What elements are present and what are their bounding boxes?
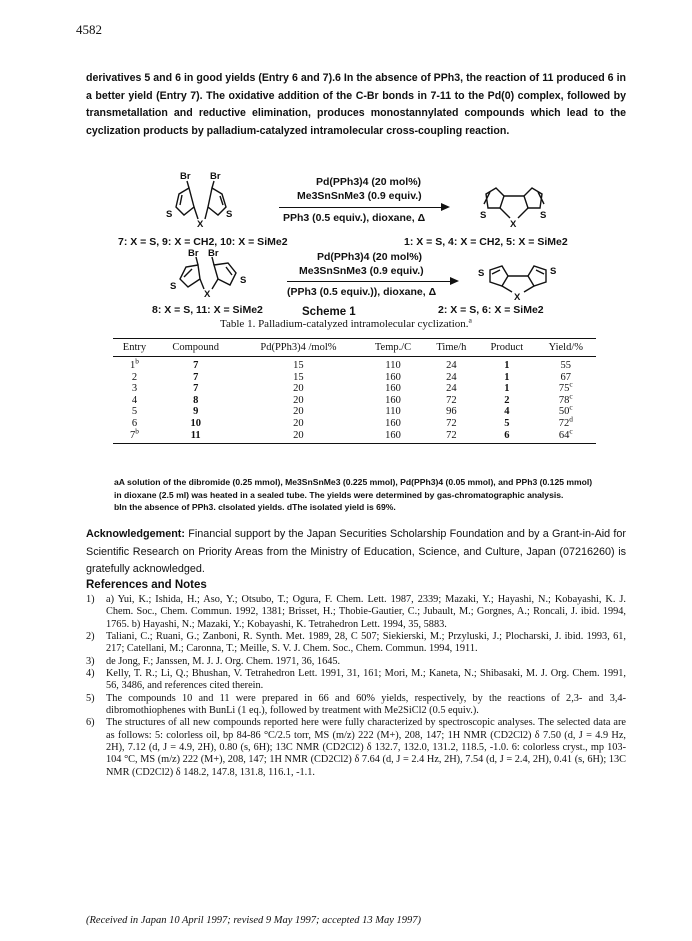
product-1-structure (472, 178, 558, 232)
col-temp: Temp./C (361, 339, 424, 357)
acknowledgement-text: Financial support by the Japan Securities Scholarship Foundation and by a Grant-in-Aid for Scientific Research on Priority Areas from the Ministry of Education, Science, and Culture, Japan (07216260) is gratefully acknowledged. (86, 528, 627, 575)
cell-yield: 72$^d$ (558, 414, 573, 429)
references-heading: References and Notes (86, 579, 207, 591)
cell-time: 72 (425, 430, 478, 444)
table-row (113, 357, 596, 372)
cell-yield: 50$^c$ (558, 402, 573, 418)
cell-time: 24 (446, 383, 457, 395)
s-atom-right: S (240, 275, 247, 286)
cell-compound: 11 (156, 430, 236, 444)
cell-product: 1 (504, 360, 510, 371)
table-caption: Table 1. Palladium-catalyzed intramolecular cyclization.$^a$ (220, 315, 472, 330)
br-atom-left: Br (180, 171, 191, 182)
product-2-structure (472, 252, 564, 302)
received-dates: (Received in Japan 10 April 1997; revised 9 May 1997; accepted 13 May 1997) (86, 915, 422, 926)
s-atom-right: S (540, 210, 547, 221)
cell-temp: 160 (361, 430, 424, 444)
reaction-arrow-2 (287, 281, 452, 282)
reference-item: 3) de Jong, F.; Janssen, M. J. J. Org. Chem. 1971, 36, 1645. (86, 655, 341, 667)
cell-yield: 64$^c$ (536, 430, 596, 444)
cell-entry: 6 (131, 417, 138, 429)
dibromide-8-structure (170, 247, 270, 299)
col-pd: Pd(PPh3)4 /mol% (236, 339, 362, 357)
footnote-bcd: bIn the absence of PPh3. cIsolated yields. dThe isolated yield is 69%. (114, 502, 396, 512)
cell-product: 1 (504, 383, 510, 395)
reference-item: 2) Taliani, C.; Ruani, G.; Zanboni, R. Synth. Met. 1989, 28, C 507; Siekierski, M.; Przyluski, J.; Plocharski, J. ibid. 1993, 61, 217; Catellani, M.; Caronna, T.; Meille, S. V. J. Chem. Soc., Chem. Commun. 1994, 1911. (86, 631, 626, 655)
cell-pd: 20 (293, 383, 304, 395)
cell-temp: 160 (385, 394, 401, 406)
cell-temp: 160 (385, 371, 401, 383)
cell-pd: 15 (293, 360, 304, 371)
cell-entry: 5 (131, 406, 138, 418)
cell-product: 5 (504, 417, 510, 429)
col-yield: Yield/% (536, 339, 596, 357)
acknowledgement (86, 526, 626, 579)
scheme-row1-reagent1: Pd(PPh3)4 (20 mol%) (316, 176, 422, 188)
x-atom: X (510, 219, 517, 230)
reference-item: 4) Kelly, T. R.; Li, Q.; Bhushan, V. Tetrahedron Lett. 1991, 31, 161; Mori, M.; Kaneta, N.; Shibasaki, M. J. Org. Chem. 1991, 56, 3486, and references cited therein. (86, 668, 626, 692)
col-entry: Entry (113, 339, 156, 357)
table-row (113, 418, 596, 430)
page-number: 4582 (76, 22, 102, 37)
col-compound: Compound (156, 339, 236, 357)
cell-entry: 4 (131, 394, 138, 406)
br-atom-left: Br (188, 248, 199, 259)
x-atom: X (514, 292, 521, 303)
cell-entry: 7$^b$ (113, 430, 156, 444)
cell-yield: 67 (560, 371, 572, 383)
br-atom-right: Br (210, 171, 221, 182)
cell-time: 72 (446, 417, 457, 429)
col-time: Time/h (425, 339, 478, 357)
cell-yield: 78$^c$ (558, 391, 573, 406)
cell-yield: 75$^c$ (558, 379, 573, 395)
scheme-row1-right-label: 1: X = S, 4: X = CH2, 5: X = SiMe2 (404, 236, 568, 248)
cell-product: 2 (504, 394, 510, 406)
scheme-row2-left-label: 8: X = S, 11: X = SiMe2 (152, 304, 263, 316)
cell-time: 24 (446, 360, 457, 371)
cell-product: 4 (504, 406, 510, 418)
reaction-arrowhead-2 (450, 277, 459, 285)
cell-entry: 1$^b$ (130, 356, 139, 371)
scheme-row2-right-label: 2: X = S, 6: X = SiMe2 (438, 304, 544, 316)
s-atom-left: S (166, 209, 173, 220)
cell-temp: 110 (385, 360, 401, 371)
references-list (86, 594, 626, 779)
table-row (113, 406, 596, 418)
cell-pd: 20 (293, 394, 304, 406)
col-product: Product (478, 339, 536, 357)
reaction-arrow-1 (279, 207, 443, 208)
cell-compound: 8 (193, 394, 199, 406)
cell-yield: 55 (560, 360, 572, 371)
cell-pd: 20 (293, 417, 304, 429)
scheme-row2-reagent3: (PPh3 (0.5 equiv.)), dioxane, Δ (287, 286, 437, 298)
table-row (113, 383, 596, 395)
cell-time: 96 (446, 406, 457, 418)
cell-compound: 10 (190, 417, 201, 429)
cell-pd: 20 (293, 406, 304, 418)
cell-entry: 3 (131, 383, 138, 395)
cell-pd: 20 (236, 430, 362, 444)
reference-item: 1) a) Yui, K.; Ishida, H.; Aso, Y.; Otsubo, T.; Ogura, F. Chem. Lett. 1987, 2339; Mazaki, Y.; Hayashi, N.; Kobayashi, K. J. Chem. Soc., Chem. Commun. 1992, 1381; Brisset, H.; Thobie-Gautier, C.; Jubault, M.; Gorgnes, A.; Roncali, J. ibid. 1994, 1765. b) Hayashi, N.; Mazaki, Y.; Kobayashi, K. Tetrahedron Lett. 1994, 35, 5883. (86, 594, 626, 630)
cell-time: 72 (446, 394, 457, 406)
scheme-row1-reagent3: PPh3 (0.5 equiv.), dioxane, Δ (283, 212, 426, 224)
cell-temp: 160 (385, 417, 401, 429)
reference-item: 6) The structures of all new compounds reported here were fully characterized by spectroscopic analyses. The selected data are as follows: 5: colorless oil, bp 84-86 °C/2.5 torr, MS (m/z) 222 (M+), 208, 147; 1H NMR (CD2Cl2) δ 7.50 (d, J = 4.9 Hz, 2H), 7.12 (d, J = 4.9, 2H), 0.80 (s, 6H); 13C NMR (CD2Cl2) δ 132.7, 132.0, 131.2, 118.5, -1.0. 6: colorless cryst., mp 103-104 °C, MS (m/z) 222 (M+), 208, 147; 1H NMR (CD2Cl2) δ 7.64 (d, J = 2.4 Hz, 2H), 7.54 (d, J = 2.4, 2H), 0.41 (s, 6H); 13C NMR (CD2Cl2) δ 148.2, 147.8, 131.8, 116.1, -1.1. (86, 717, 626, 778)
cell-pd: 15 (293, 371, 304, 383)
scheme-row1-left-label: 7: X = S, 9: X = CH2, 10: X = SiMe2 (118, 236, 288, 248)
table-row (113, 395, 596, 407)
cell-temp: 110 (385, 406, 401, 418)
reference-item: 5) The compounds 10 and 11 were prepared in 66 and 60% yields, respectively, by the reactions of 2,3- and 3,4-dibromothiophenes with BunLi (1 eq.), followed by treatment with Me2SiCl2 (0.5 equiv.). (86, 692, 626, 717)
scheme-title: Scheme 1 (302, 306, 356, 318)
results-table (113, 338, 596, 444)
cell-entry: 2 (131, 371, 138, 383)
cell-time: 24 (446, 371, 457, 383)
table-footnotes (114, 476, 594, 514)
cell-product: 1 (504, 371, 510, 383)
cell-compound: 7 (193, 371, 199, 383)
cell-compound: 9 (193, 406, 199, 418)
cell-compound: 7 (193, 360, 199, 371)
reaction-arrowhead-1 (441, 203, 450, 211)
dibromide-7-structure (162, 171, 258, 231)
table-row (113, 372, 596, 384)
scheme-row1-reagent2: Me3SnSnMe3 (0.9 equiv.) (297, 190, 422, 202)
table-row (113, 430, 596, 444)
cell-temp: 160 (385, 383, 401, 395)
scheme-row2-reagent1: Pd(PPh3)4 (20 mol%) (317, 251, 423, 263)
s-atom-left: S (170, 281, 177, 292)
cell-product: 6 (478, 430, 536, 444)
s-atom-right: S (550, 266, 557, 277)
intro-paragraph: derivatives 5 and 6 in good yields (Entry 6 and 7).6 In the absence of PPh3, the reaction of 11 produced 6 in a better yield (Entry 7). The oxidative addition of the C-Br bonds in 7-11 to the Pd(0) complex, followed by transmetallation and reductive elimination, produces monostannylated compounds which lead to the cyclization products by palladium-catalyzed intramolecular cross-coupling reaction. (86, 72, 626, 137)
x-atom: X (204, 289, 211, 300)
scheme-row2-reagent2: Me3SnSnMe3 (0.9 equiv.) (299, 265, 424, 277)
cell-compound: 7 (193, 383, 199, 395)
footnote-a: aA solution of the dibromide (0.25 mmol), Me3SnSnMe3 (0.225 mmol), Pd(PPh3)4 (0.05 mmol), and PPh3 (0.125 mmol) in dioxane (2.5 ml) was heated in a sealed tube. The yields were determined by gas-chromatographic analysis. (114, 477, 593, 500)
table-header-row (113, 339, 596, 357)
s-atom-left: S (478, 268, 485, 279)
acknowledgement-heading: Acknowledgement: (86, 528, 185, 540)
br-atom-right: Br (208, 248, 219, 259)
x-atom: X (197, 219, 204, 230)
s-atom-right: S (226, 209, 233, 220)
s-atom-left: S (480, 210, 487, 221)
